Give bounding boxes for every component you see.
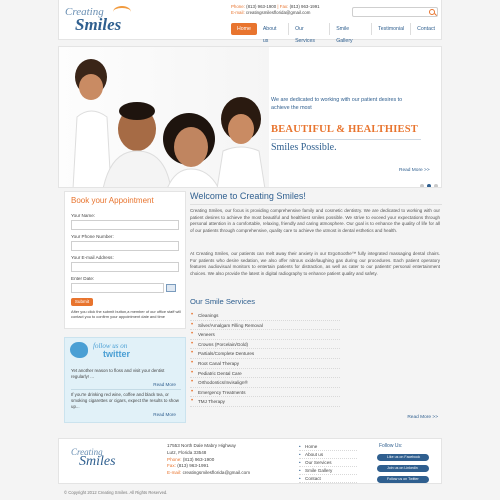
service-item[interactable]: • Emergency Treatments <box>190 388 340 398</box>
follow-us-text: follow us on <box>93 342 128 350</box>
footer-address: 17553 North Dale Mabry Highway Lutz, Florida 33548 Phone: (813) 963-1900 Fax: (813) 963-1991 E-mail: creatingsmilesflorida@gmail.com <box>167 443 251 476</box>
service-item[interactable]: • Silver/Amalgam Filling Removal <box>190 321 340 331</box>
name-field[interactable] <box>71 220 179 230</box>
slider-dot-active[interactable] <box>427 184 431 188</box>
twitter-widget <box>64 337 186 423</box>
name-label: Your Name: <box>71 213 96 218</box>
footer-nav-contact[interactable]: • Contact <box>299 475 357 483</box>
phone-field[interactable] <box>71 241 179 251</box>
footer-logo-smiles: Smiles <box>79 454 116 469</box>
site-footer <box>58 438 442 484</box>
copyright-text: © Copyright 2012 Creating Smiles. All Rights Reserved. <box>64 490 168 495</box>
calendar-icon[interactable] <box>166 284 176 292</box>
hero-divider <box>271 139 421 140</box>
date-label: Enter Date: <box>71 276 95 281</box>
header-contact: Phone: (813) 963-1900 | Fax: (813) 963-1991 E-mail: creatingsmilesflorida@gmail.com <box>231 4 320 15</box>
phone-label: Your Phone Number: <box>71 234 114 239</box>
comfort-paragraph: At Creating Smiles, our patients can melt away their anxiety in our ErgoSoothe™ fully integrated massaging dental chairs. For patients who desire sedation, we also offer nitrous oxide/laughing gas during our procedures. Each patient operatory features audiovisual monitors to entertain patients for distraction, as well as cater to our patients' personal entertainment choices. We also provide the latest in digital radiography to enhance patient quality and safety. <box>190 251 440 276</box>
main-content <box>190 191 442 424</box>
linkedin-button[interactable]: Join us on Linkedin <box>377 465 429 472</box>
logo-text-creating: Creating <box>65 6 104 18</box>
service-item[interactable]: • Orthodontics/Invisalign® <box>190 378 340 388</box>
footer-fax: (813) 963-1991 <box>177 463 209 469</box>
service-item[interactable]: • Veneers <box>190 330 340 340</box>
footer-nav <box>299 443 357 483</box>
header-email-link[interactable]: creatingsmilesflorida@gmail.com <box>245 10 311 15</box>
nav-our-services[interactable]: Our Services <box>289 23 330 35</box>
follow-us-heading: Follow Us: <box>379 443 403 449</box>
tweet-text: If you're drinking red wine, coffee and black tea, or smoking cigarettes or cigars, expect the results to show up... <box>71 392 179 409</box>
heading-divider <box>190 204 442 205</box>
slider-dots <box>420 184 438 188</box>
services-list <box>190 311 340 407</box>
service-item[interactable]: • Pediatric Dental Care <box>190 369 340 379</box>
family-photo <box>59 47 269 188</box>
sun-icon <box>113 6 131 18</box>
logo-text-smiles: Smiles <box>75 15 122 34</box>
footer-nav-our-services[interactable]: • Our Services <box>299 459 357 467</box>
service-item[interactable]: • TMJ Therapy <box>190 397 340 407</box>
facebook-button[interactable]: Like us on Facebook <box>377 454 429 461</box>
appointment-note: After you click the submit button,a member of our office staff will contact you to confirm your appointment date and time <box>71 309 181 319</box>
services-read-more-link[interactable]: Read More >> <box>407 415 438 420</box>
header-phone: (813) 963-1900 <box>246 4 277 9</box>
slider-dot[interactable] <box>420 184 424 188</box>
footer-nav-about-us[interactable]: • About us <box>299 451 357 459</box>
address-line: Lutz, Florida 33548 <box>167 449 207 455</box>
slider-dot[interactable] <box>434 184 438 188</box>
footer-nav-home[interactable]: • Home <box>299 443 357 451</box>
header-fax: (813) 963-1991 <box>289 4 320 9</box>
services-heading: Our Smile Services <box>190 297 255 306</box>
address-line: 17553 North Dale Mabry Highway <box>167 443 236 448</box>
nav-contact[interactable]: Contact <box>417 26 435 32</box>
nav-about-us[interactable]: About us <box>257 23 289 35</box>
hero-subline: Smiles Possible. <box>271 142 337 153</box>
submit-button[interactable]: Submit <box>71 298 93 306</box>
site-header <box>58 0 442 44</box>
footer-phone: (813) 963-1900 <box>182 456 215 462</box>
welcome-heading: Welcome to Creating Smiles! <box>190 191 306 201</box>
nav-testimonial[interactable]: Testimonial <box>372 23 411 35</box>
intro-paragraph: Creating Smiles, our focus is providing comprehensive family and cosmetic dentistry. We are dedicated to working with our patient desires to achieve the most beautiful and healthiest smiles possible. We strive to exceed your expectations through personal attention in a comfortable, relaxing, friendly and caring atmosphere. Our goal is to enhance the quality of life for all of our patients through comprehensive, quality care to achieve the utmost in dental esthetics and health. <box>190 208 440 233</box>
twitter-bird-icon <box>70 342 88 358</box>
hero-slider <box>58 46 442 188</box>
logo[interactable] <box>63 4 133 34</box>
search-input[interactable] <box>352 7 438 17</box>
twitter-button[interactable]: Follow us on Twitter <box>377 476 429 483</box>
footer-nav-smile-gallery[interactable]: • Smile Gallery <box>299 467 357 475</box>
hero-headline: BEAUTIFUL & HEALTHIEST <box>271 124 418 135</box>
email-field[interactable] <box>71 262 179 272</box>
footer-email-link[interactable]: creatingsmilesflorida@gmail.com <box>182 470 251 476</box>
nav-home[interactable]: Home <box>231 23 257 35</box>
service-item[interactable]: • Crowns (Porcelain/Gold) <box>190 340 340 350</box>
appointment-title: Book your Appointment <box>71 196 154 205</box>
appointment-form <box>64 191 186 329</box>
tweet-read-more-link[interactable]: Read More <box>153 382 176 387</box>
tweet-text: Yet another reason to floss and visit your dentist regularly! ... <box>71 368 165 379</box>
footer-logo-creating: Creating <box>71 447 103 457</box>
nav-smile-gallery[interactable]: Smile Gallery <box>330 23 372 35</box>
date-field[interactable] <box>71 283 164 293</box>
service-item[interactable]: • Cleanings <box>190 311 340 321</box>
tweet-read-more-link[interactable]: Read More <box>153 412 176 417</box>
hero-tagline: We are dedicated to working with our patient desires to achieve the most <box>271 97 403 111</box>
service-item[interactable]: • Root Canal Therapy <box>190 359 340 369</box>
main-nav <box>231 23 441 44</box>
search-icon[interactable] <box>429 9 435 15</box>
hero-read-more-link[interactable]: Read More >> <box>399 168 430 173</box>
tweet-divider <box>71 389 181 390</box>
email-label: Your E-mail Address: <box>71 255 114 260</box>
twitter-logo-text[interactable]: twitter <box>103 349 130 359</box>
service-item[interactable]: • Partials/Complete Dentures <box>190 349 340 359</box>
